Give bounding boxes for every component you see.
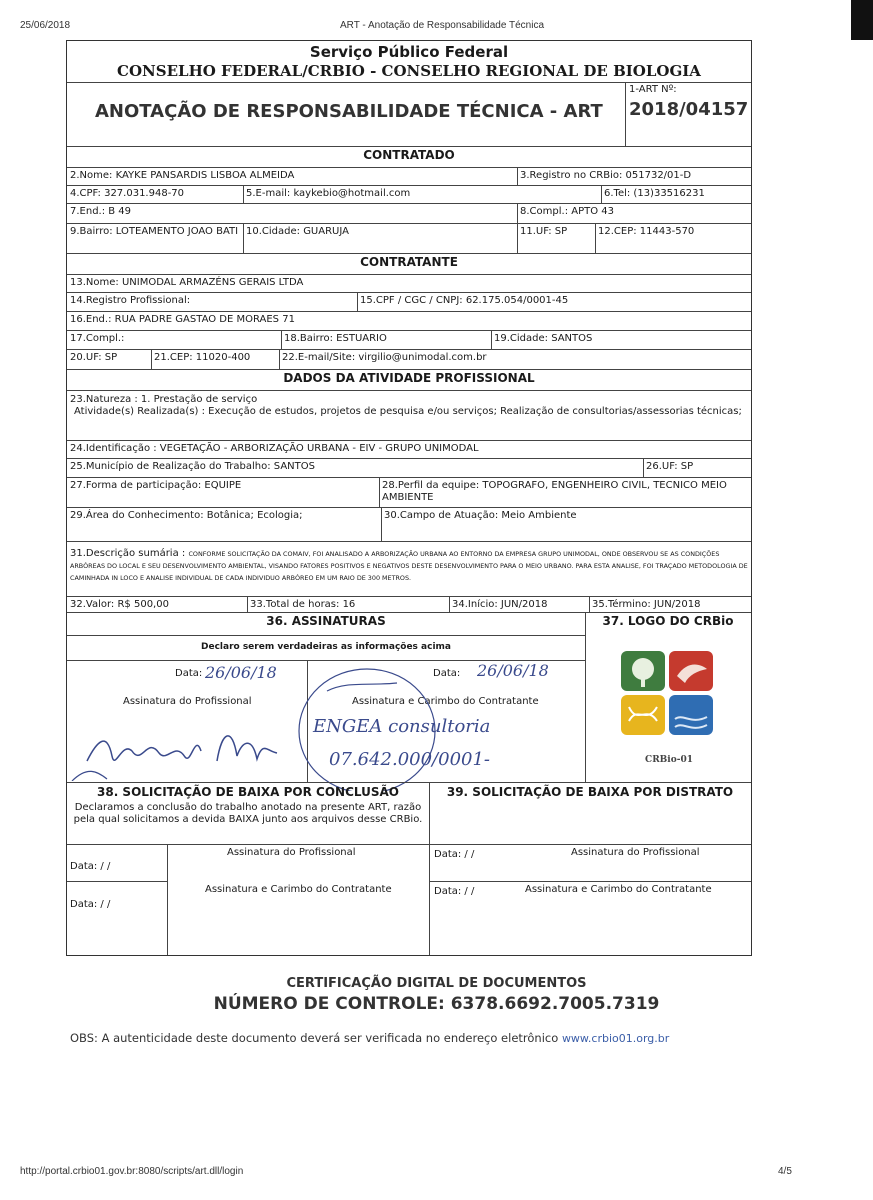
stamp-line1: ENGEA consultoria bbox=[313, 716, 491, 737]
baixa-conclusao-contratante: Assinatura e Carimbo do Contratante bbox=[205, 884, 392, 895]
baixa-distrato-data-2: Data: / / bbox=[434, 886, 475, 897]
baixa-conclusao-prof: Assinatura do Profissional bbox=[227, 847, 356, 858]
baixa-conclusao-text: Declaramos a conclusão do trabalho anotado na presente ART, razão pela qual solicitamos a devida BAIXA junto aos arquivos desse CRBio. bbox=[73, 802, 423, 825]
contratado-tel: 6.Tel: (13)33516231 bbox=[604, 188, 705, 199]
scan-edge bbox=[851, 0, 873, 40]
baixa-distrato-prof: Assinatura do Profissional bbox=[571, 847, 700, 858]
baixa-distrato-contratante: Assinatura e Carimbo do Contratante bbox=[525, 884, 712, 895]
contratante-cidade: 19.Cidade: SANTOS bbox=[494, 333, 593, 344]
atividade-area: 29.Área do Conhecimento: Botânica; Ecologia; bbox=[70, 510, 303, 521]
atividade-horas: 33.Total de horas: 16 bbox=[250, 599, 356, 610]
section-contratado: CONTRATADO bbox=[363, 148, 455, 162]
baixa-conclusao-data-1: Data: / / bbox=[70, 861, 111, 872]
sig-right-label: Assinatura e Carimbo do Contratante bbox=[352, 696, 539, 707]
declaro-text: Declaro serem verdadeiras as informações acima bbox=[201, 642, 451, 652]
crbio-logo-icon bbox=[607, 641, 731, 751]
contratante-cnpj: 15.CPF / CGC / CNPJ: 62.175.054/0001-45 bbox=[360, 295, 569, 306]
contratado-registro: 3.Registro no CRBio: 051732/01-D bbox=[520, 170, 692, 181]
atividade-uf: 26.UF: SP bbox=[646, 461, 694, 472]
service-title: Serviço Público Federal bbox=[309, 43, 509, 61]
footer-link[interactable]: www.crbio01.org.br bbox=[561, 1032, 670, 1045]
contratado-nome: 2.Nome: KAYKE PANSARDIS LISBOA ALMEIDA bbox=[70, 170, 295, 181]
section-atividade: DADOS DA ATIVIDADE PROFISSIONAL bbox=[283, 371, 535, 385]
atividade-forma: 27.Forma de participação: EQUIPE bbox=[70, 480, 242, 491]
contratado-uf: 11.UF: SP bbox=[520, 226, 568, 237]
art-number: 2018/04157 bbox=[629, 99, 749, 120]
footer-cert: CERTIFICAÇÃO DIGITAL DE DOCUMENTOS bbox=[286, 976, 587, 991]
footer-controle: NÚMERO DE CONTROLE: 6378.6692.7005.7319 bbox=[213, 994, 660, 1014]
descricao-text: CONFORME SOLICITAÇÃO DA COMAIV, FOI ANALISADO A ARBORIZAÇÃO URBANA AO ENTORNO DA EMPRESA GRUPO UNIMODAL, ONDE OBSERVOU SE AS CONDIÇÕES ARBÓREAS DO LOCAL E SEU DESENVOLVIMENTO AMBIENTAL, VISANDO FATORES POSITIVOS E NEGATIVOS DESTE DESENVOLVIMENTO PARA O MEIO URBANO. PARA ESTA ANALISE, FOI TRAÇADO METODOLOGIA DE CAMINHADA IN LOCO E ANALISE INDIVIDUAL DE CADA INDIVIDUO ARBÓREO EM UM RAIO DE 300 METROS. bbox=[70, 550, 748, 582]
contratado-cep: 12.CEP: 11443-570 bbox=[598, 226, 695, 237]
atividade-perfil: 28.Perfil da equipe: TOPOGRAFO, ENGENHEIRO CIVIL, TECNICO MEIO AMBIENTE bbox=[382, 480, 727, 503]
contratante-bairro: 18.Bairro: ESTUARIO bbox=[284, 333, 387, 344]
contratante-uf: 20.UF: SP bbox=[70, 352, 118, 363]
atividade-descricao bbox=[67, 546, 751, 596]
baixa-distrato-data-1: Data: / / bbox=[434, 849, 475, 860]
footer-obs bbox=[70, 1031, 669, 1045]
contratante-nome: 13.Nome: UNIMODAL ARMAZÉNS GERAIS LTDA bbox=[70, 277, 304, 288]
section-logo: 37. LOGO DO CRBio bbox=[602, 614, 734, 628]
contratado-cidade: 10.Cidade: GUARUJA bbox=[246, 226, 349, 237]
atividade-natureza: 23.Natureza : 1. Prestação de serviço bbox=[70, 394, 258, 405]
atividade-inicio: 34.Início: JUN/2018 bbox=[452, 599, 548, 610]
contratado-bairro: 9.Bairro: LOTEAMENTO JOAO BATI bbox=[70, 226, 239, 237]
section-assinaturas: 36. ASSINATURAS bbox=[266, 614, 386, 628]
doc-title: ANOTAÇÃO DE RESPONSABILIDADE TÉCNICA - ART bbox=[95, 101, 603, 122]
sig-left-date-label: Data: bbox=[175, 668, 203, 679]
contratante-compl: 17.Compl.: bbox=[70, 333, 125, 344]
signature-professional bbox=[67, 681, 307, 781]
sig-left-label: Assinatura do Profissional bbox=[123, 696, 252, 707]
print-title: ART - Anotação de Responsabilidade Técnica bbox=[340, 20, 545, 31]
sig-right-date-label: Data: bbox=[433, 668, 461, 679]
atividade-campo: 30.Campo de Atuação: Meio Ambiente bbox=[384, 510, 577, 521]
stamp-line2: 07.642.000/0001- bbox=[329, 749, 491, 770]
sig-left-date: 26/06/18 bbox=[205, 663, 277, 682]
baixa-conclusao-data-2: Data: / / bbox=[70, 899, 111, 910]
council-title: CONSELHO FEDERAL/CRBIO - CONSELHO REGIONAL DE BIOLOGIA bbox=[117, 62, 701, 80]
sig-right-date: 26/06/18 bbox=[477, 661, 549, 680]
crbio-logo bbox=[607, 641, 731, 771]
contratante-cep: 21.CEP: 11020-400 bbox=[154, 352, 251, 363]
atividade-municipio: 25.Município de Realização do Trabalho: SANTOS bbox=[70, 461, 315, 472]
contratante-registro: 14.Registro Profissional: bbox=[70, 295, 191, 306]
baixa-distrato-title: 39. SOLICITAÇÃO DE BAIXA POR DISTRATO bbox=[446, 785, 734, 799]
contratado-end: 7.End.: B 49 bbox=[70, 206, 132, 217]
print-date: 25/06/2018 bbox=[20, 20, 71, 31]
section-contratante: CONTRATANTE bbox=[360, 255, 458, 269]
print-url: http://portal.crbio01.gov.br:8080/scripts/art.dll/login bbox=[20, 1166, 244, 1177]
atividade-identificacao: 24.Identificação : VEGETAÇÃO - ARBORIZAÇÃO URBANA - EIV - GRUPO UNIMODAL bbox=[70, 443, 479, 454]
descricao-label: 31.Descrição sumária : bbox=[70, 548, 186, 559]
contratado-email: 5.E-mail: kaykebio@hotmail.com bbox=[246, 188, 411, 199]
art-number-label: 1-ART Nº: bbox=[629, 84, 677, 95]
crbio-logo-caption: CRBio-01 bbox=[645, 755, 693, 765]
print-page: 4/5 bbox=[778, 1166, 792, 1177]
contratado-cpf: 4.CPF: 327.031.948-70 bbox=[70, 188, 185, 199]
contratado-compl: 8.Compl.: APTO 43 bbox=[520, 206, 614, 217]
contratante-end: 16.End.: RUA PADRE GASTAO DE MORAES 71 bbox=[70, 314, 295, 325]
atividade-valor: 32.Valor: R$ 500,00 bbox=[70, 599, 169, 610]
atividade-termino: 35.Término: JUN/2018 bbox=[592, 599, 701, 610]
contratante-email: 22.E-mail/Site: virgilio@unimodal.com.br bbox=[282, 352, 487, 363]
art-document bbox=[66, 40, 752, 956]
baixa-conclusao-title: 38. SOLICITAÇÃO DE BAIXA POR CONCLUSÃO bbox=[97, 785, 399, 799]
footer-obs-text: OBS: A autenticidade deste documento deverá ser verificada no endereço eletrônico bbox=[70, 1031, 559, 1045]
atividade-realizadas: Atividade(s) Realizada(s) : Execução de estudos, projetos de pesquisa e/ou serviços; Realização de consultorias/assessorias técnicas; bbox=[74, 406, 742, 417]
